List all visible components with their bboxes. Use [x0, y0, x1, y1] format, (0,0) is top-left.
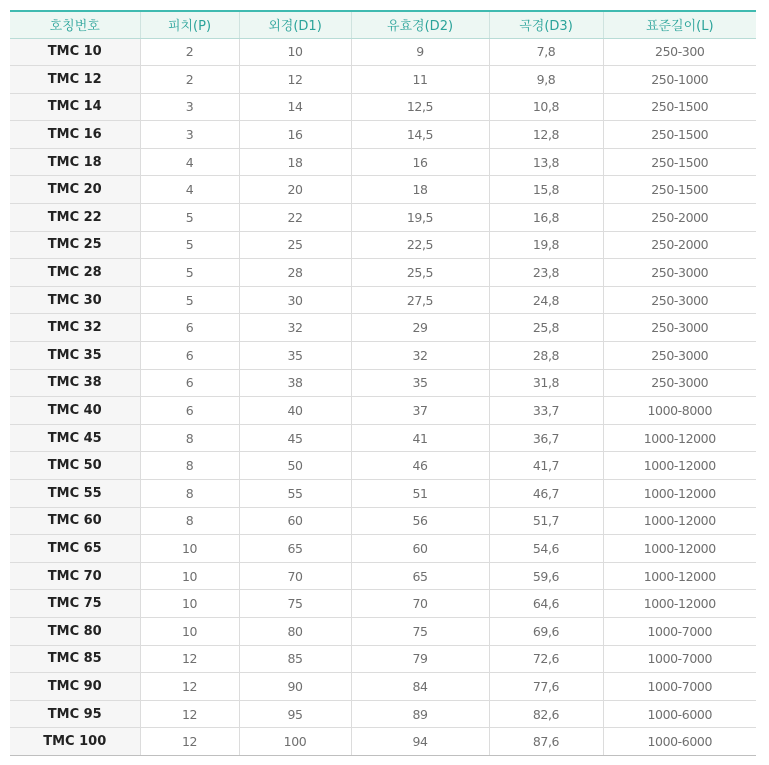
cell-standard-length: 250-1500: [603, 148, 756, 176]
cell-root-diameter: 10,8: [489, 93, 603, 121]
cell-designation: TMC 70: [10, 562, 140, 590]
cell-outer-diameter: 14: [239, 93, 351, 121]
cell-pitch: 10: [140, 590, 239, 618]
cell-pitch: 5: [140, 259, 239, 287]
table-row: [10, 231, 756, 259]
cell-standard-length: 250-3000: [603, 369, 756, 397]
cell-designation: TMC 25: [10, 231, 140, 259]
cell-root-diameter: 31,8: [489, 369, 603, 397]
cell-root-diameter: 23,8: [489, 259, 603, 287]
cell-outer-diameter: 10: [239, 38, 351, 66]
table-row: [10, 369, 756, 397]
header-row: [10, 11, 756, 38]
cell-outer-diameter: 65: [239, 535, 351, 563]
cell-root-diameter: 13,8: [489, 148, 603, 176]
cell-effective-diameter: 94: [351, 728, 489, 756]
cell-outer-diameter: 35: [239, 342, 351, 370]
cell-designation: TMC 16: [10, 121, 140, 149]
cell-outer-diameter: 95: [239, 700, 351, 728]
cell-outer-diameter: 50: [239, 452, 351, 480]
cell-designation: TMC 95: [10, 700, 140, 728]
cell-effective-diameter: 41: [351, 424, 489, 452]
table-row: [10, 617, 756, 645]
cell-pitch: 6: [140, 342, 239, 370]
cell-effective-diameter: 89: [351, 700, 489, 728]
cell-root-diameter: 87,6: [489, 728, 603, 756]
cell-standard-length: 1000-6000: [603, 700, 756, 728]
cell-effective-diameter: 32: [351, 342, 489, 370]
cell-root-diameter: 72,6: [489, 645, 603, 673]
cell-pitch: 8: [140, 480, 239, 508]
cell-standard-length: 1000-12000: [603, 590, 756, 618]
cell-designation: TMC 12: [10, 66, 140, 94]
cell-designation: TMC 10: [10, 38, 140, 66]
cell-standard-length: 1000-12000: [603, 535, 756, 563]
cell-effective-diameter: 11: [351, 66, 489, 94]
cell-effective-diameter: 70: [351, 590, 489, 618]
header-designation: 호칭번호: [10, 11, 140, 38]
header-effective-diameter: 유효경(D2): [351, 11, 489, 38]
table-row: [10, 645, 756, 673]
cell-root-diameter: 12,8: [489, 121, 603, 149]
cell-outer-diameter: 22: [239, 204, 351, 232]
table-row: [10, 424, 756, 452]
cell-pitch: 10: [140, 617, 239, 645]
cell-pitch: 2: [140, 38, 239, 66]
cell-outer-diameter: 20: [239, 176, 351, 204]
cell-standard-length: 1000-6000: [603, 728, 756, 756]
cell-root-diameter: 64,6: [489, 590, 603, 618]
cell-designation: TMC 45: [10, 424, 140, 452]
cell-standard-length: 250-1500: [603, 176, 756, 204]
cell-effective-diameter: 65: [351, 562, 489, 590]
table-row: [10, 397, 756, 425]
table-row: [10, 562, 756, 590]
cell-designation: TMC 65: [10, 535, 140, 563]
cell-designation: TMC 90: [10, 673, 140, 701]
cell-root-diameter: 69,6: [489, 617, 603, 645]
cell-outer-diameter: 85: [239, 645, 351, 673]
cell-effective-diameter: 27,5: [351, 286, 489, 314]
table-row: [10, 700, 756, 728]
cell-outer-diameter: 45: [239, 424, 351, 452]
cell-designation: TMC 55: [10, 480, 140, 508]
cell-effective-diameter: 9: [351, 38, 489, 66]
cell-designation: TMC 22: [10, 204, 140, 232]
cell-pitch: 6: [140, 397, 239, 425]
cell-effective-diameter: 37: [351, 397, 489, 425]
table-row: [10, 728, 756, 756]
header-standard-length: 표준길이(L): [603, 11, 756, 38]
cell-effective-diameter: 60: [351, 535, 489, 563]
cell-effective-diameter: 25,5: [351, 259, 489, 287]
table-row: [10, 259, 756, 287]
cell-standard-length: 250-1500: [603, 121, 756, 149]
table-row: [10, 204, 756, 232]
cell-designation: TMC 20: [10, 176, 140, 204]
cell-root-diameter: 46,7: [489, 480, 603, 508]
cell-pitch: 4: [140, 148, 239, 176]
cell-designation: TMC 80: [10, 617, 140, 645]
cell-pitch: 6: [140, 369, 239, 397]
cell-root-diameter: 59,6: [489, 562, 603, 590]
cell-standard-length: 1000-12000: [603, 452, 756, 480]
cell-root-diameter: 24,8: [489, 286, 603, 314]
cell-standard-length: 1000-7000: [603, 617, 756, 645]
cell-designation: TMC 85: [10, 645, 140, 673]
cell-designation: TMC 18: [10, 148, 140, 176]
thread-spec-table: [10, 10, 756, 756]
cell-standard-length: 250-1000: [603, 66, 756, 94]
table-row: [10, 121, 756, 149]
cell-pitch: 12: [140, 673, 239, 701]
table-row: [10, 480, 756, 508]
cell-standard-length: 250-1500: [603, 93, 756, 121]
cell-root-diameter: 28,8: [489, 342, 603, 370]
table-row: [10, 38, 756, 66]
cell-designation: TMC 30: [10, 286, 140, 314]
cell-standard-length: 1000-8000: [603, 397, 756, 425]
cell-effective-diameter: 29: [351, 314, 489, 342]
cell-standard-length: 250-3000: [603, 286, 756, 314]
cell-root-diameter: 51,7: [489, 507, 603, 535]
cell-outer-diameter: 25: [239, 231, 351, 259]
header-root-diameter: 곡경(D3): [489, 11, 603, 38]
table-header: [10, 11, 756, 38]
table-row: [10, 673, 756, 701]
cell-root-diameter: 36,7: [489, 424, 603, 452]
cell-pitch: 8: [140, 424, 239, 452]
cell-standard-length: 1000-7000: [603, 673, 756, 701]
cell-outer-diameter: 16: [239, 121, 351, 149]
cell-effective-diameter: 22,5: [351, 231, 489, 259]
cell-outer-diameter: 70: [239, 562, 351, 590]
cell-standard-length: 1000-12000: [603, 480, 756, 508]
table-row: [10, 535, 756, 563]
cell-standard-length: 250-2000: [603, 231, 756, 259]
cell-standard-length: 250-3000: [603, 342, 756, 370]
table-row: [10, 342, 756, 370]
cell-effective-diameter: 16: [351, 148, 489, 176]
cell-designation: TMC 100: [10, 728, 140, 756]
cell-root-diameter: 9,8: [489, 66, 603, 94]
cell-pitch: 12: [140, 645, 239, 673]
cell-effective-diameter: 18: [351, 176, 489, 204]
cell-root-diameter: 19,8: [489, 231, 603, 259]
cell-pitch: 3: [140, 93, 239, 121]
cell-designation: TMC 38: [10, 369, 140, 397]
cell-effective-diameter: 46: [351, 452, 489, 480]
cell-outer-diameter: 100: [239, 728, 351, 756]
cell-pitch: 4: [140, 176, 239, 204]
spec-table-container: [10, 10, 756, 756]
table-row: [10, 507, 756, 535]
table-row: [10, 148, 756, 176]
cell-pitch: 12: [140, 728, 239, 756]
cell-outer-diameter: 40: [239, 397, 351, 425]
cell-root-diameter: 7,8: [489, 38, 603, 66]
cell-pitch: 5: [140, 204, 239, 232]
cell-standard-length: 250-3000: [603, 314, 756, 342]
cell-pitch: 5: [140, 231, 239, 259]
cell-standard-length: 1000-7000: [603, 645, 756, 673]
cell-pitch: 3: [140, 121, 239, 149]
table-row: [10, 286, 756, 314]
cell-pitch: 2: [140, 66, 239, 94]
cell-designation: TMC 14: [10, 93, 140, 121]
cell-outer-diameter: 80: [239, 617, 351, 645]
cell-designation: TMC 32: [10, 314, 140, 342]
cell-outer-diameter: 75: [239, 590, 351, 618]
header-pitch: 피치(P): [140, 11, 239, 38]
cell-designation: TMC 35: [10, 342, 140, 370]
table-row: [10, 66, 756, 94]
cell-pitch: 10: [140, 535, 239, 563]
cell-root-diameter: 33,7: [489, 397, 603, 425]
cell-root-diameter: 77,6: [489, 673, 603, 701]
cell-effective-diameter: 19,5: [351, 204, 489, 232]
cell-effective-diameter: 35: [351, 369, 489, 397]
table-row: [10, 452, 756, 480]
cell-outer-diameter: 38: [239, 369, 351, 397]
cell-designation: TMC 50: [10, 452, 140, 480]
cell-designation: TMC 60: [10, 507, 140, 535]
cell-effective-diameter: 56: [351, 507, 489, 535]
cell-outer-diameter: 12: [239, 66, 351, 94]
cell-root-diameter: 16,8: [489, 204, 603, 232]
cell-designation: TMC 40: [10, 397, 140, 425]
cell-pitch: 12: [140, 700, 239, 728]
cell-standard-length: 250-300: [603, 38, 756, 66]
cell-effective-diameter: 79: [351, 645, 489, 673]
cell-root-diameter: 54,6: [489, 535, 603, 563]
cell-standard-length: 250-3000: [603, 259, 756, 287]
table-row: [10, 590, 756, 618]
cell-pitch: 8: [140, 452, 239, 480]
cell-effective-diameter: 84: [351, 673, 489, 701]
cell-root-diameter: 82,6: [489, 700, 603, 728]
cell-effective-diameter: 14,5: [351, 121, 489, 149]
cell-outer-diameter: 32: [239, 314, 351, 342]
cell-effective-diameter: 12,5: [351, 93, 489, 121]
cell-effective-diameter: 51: [351, 480, 489, 508]
cell-root-diameter: 15,8: [489, 176, 603, 204]
cell-designation: TMC 28: [10, 259, 140, 287]
cell-standard-length: 1000-12000: [603, 562, 756, 590]
table-row: [10, 93, 756, 121]
table-row: [10, 176, 756, 204]
cell-root-diameter: 25,8: [489, 314, 603, 342]
cell-outer-diameter: 30: [239, 286, 351, 314]
cell-outer-diameter: 28: [239, 259, 351, 287]
cell-standard-length: 250-2000: [603, 204, 756, 232]
cell-effective-diameter: 75: [351, 617, 489, 645]
cell-root-diameter: 41,7: [489, 452, 603, 480]
table-row: [10, 314, 756, 342]
cell-outer-diameter: 18: [239, 148, 351, 176]
cell-pitch: 8: [140, 507, 239, 535]
cell-outer-diameter: 90: [239, 673, 351, 701]
header-outer-diameter: 외경(D1): [239, 11, 351, 38]
cell-outer-diameter: 60: [239, 507, 351, 535]
cell-standard-length: 1000-12000: [603, 507, 756, 535]
cell-standard-length: 1000-12000: [603, 424, 756, 452]
cell-pitch: 10: [140, 562, 239, 590]
table-body: [10, 38, 756, 755]
cell-outer-diameter: 55: [239, 480, 351, 508]
cell-pitch: 5: [140, 286, 239, 314]
cell-designation: TMC 75: [10, 590, 140, 618]
cell-pitch: 6: [140, 314, 239, 342]
